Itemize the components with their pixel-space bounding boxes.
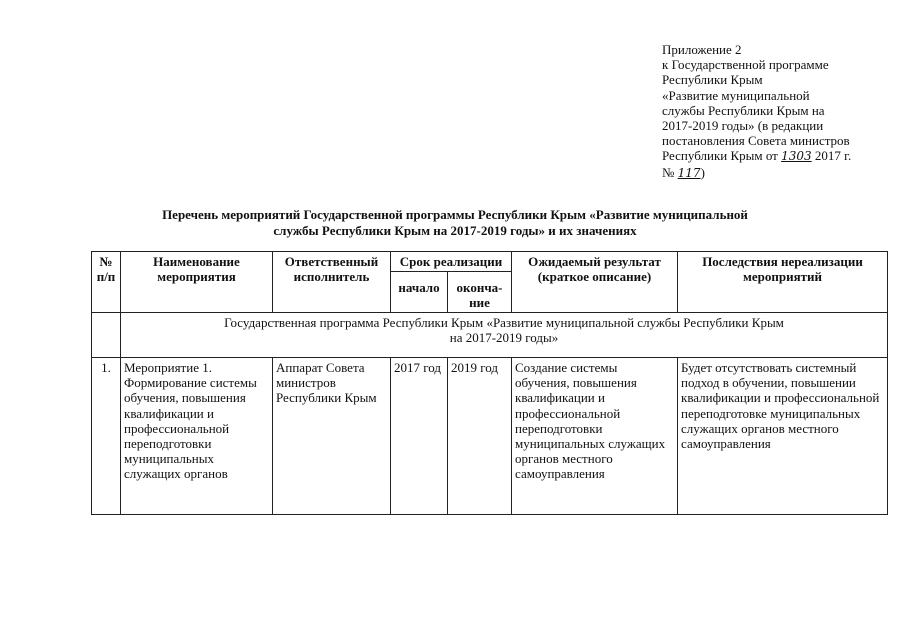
activities-table [91, 251, 888, 515]
appendix-line: Приложение 2 [662, 42, 742, 57]
row-start: 2017 год [391, 358, 448, 515]
appendix-note [662, 42, 898, 181]
row-consequences: Будет отсутствовать системный подход в обучении, повышении квалификации и профессиональной переподготовке муниципальных служащих органов местного самоуправления [678, 358, 888, 515]
appendix-date-suffix: 2017 г. [811, 148, 852, 164]
appendix-number-prefix: № [662, 164, 678, 180]
handwritten-number: 117 [677, 165, 701, 180]
header-name: Наименование мероприятия [121, 252, 273, 313]
appendix-number-line [662, 165, 898, 181]
appendix-line: Республики Крым [662, 72, 763, 88]
section-empty-cell [92, 313, 121, 358]
appendix-line: 2017-2019 годы» (в редакции [662, 118, 824, 134]
row-num: 1. [92, 358, 121, 515]
section-title-line: на 2017-2019 годы» [449, 330, 559, 346]
section-row [92, 313, 888, 358]
row-result: Создание системы обучения, повышения квалификации и профессиональной переподготовки муниципальных служащих органов местного самоуправления [512, 358, 678, 515]
header-period: Срок реализации [391, 252, 512, 272]
appendix-line: «Развитие муниципальной [662, 87, 810, 103]
header-consequences: Последствия нереализации мероприятий [678, 252, 888, 313]
appendix-line: к Государственной программе [662, 57, 829, 73]
appendix-number-suffix: ) [700, 164, 705, 180]
document-title [110, 207, 800, 239]
header-num: № п/п [92, 252, 121, 313]
row-name: Мероприятие 1. Формирование системы обучения, повышения квалификации и профессиональной переподготовки муниципальных служащих органов [121, 358, 273, 515]
section-title [121, 313, 888, 358]
header-end: оконча-ние [448, 272, 512, 313]
handwritten-date: 1303 [781, 149, 812, 164]
header-executor: Ответственный исполнитель [273, 252, 391, 313]
appendix-date-prefix: Республики Крым от [662, 148, 782, 164]
header-result: Ожидаемый результат (краткое описание) [512, 252, 678, 313]
section-title-line: Государственная программа Республики Крым «Развитие муниципальной службы Республики Крым [224, 315, 784, 330]
header-start: начало [391, 272, 448, 313]
appendix-line: службы Республики Крым на [662, 102, 825, 118]
document-title-line: службы Республики Крым на 2017-2019 годы» и их значениях [273, 223, 637, 238]
document-title-line: Перечень мероприятий Государственной программы Республики Крым «Развитие муниципальной [162, 207, 748, 222]
row-end: 2019 год [448, 358, 512, 515]
appendix-date-line [662, 148, 898, 164]
table-header-row [92, 252, 888, 272]
row-executor: Аппарат Совета министров Республики Крым [273, 358, 391, 515]
table-row [92, 358, 888, 515]
appendix-line: постановления Совета министров [662, 133, 850, 149]
